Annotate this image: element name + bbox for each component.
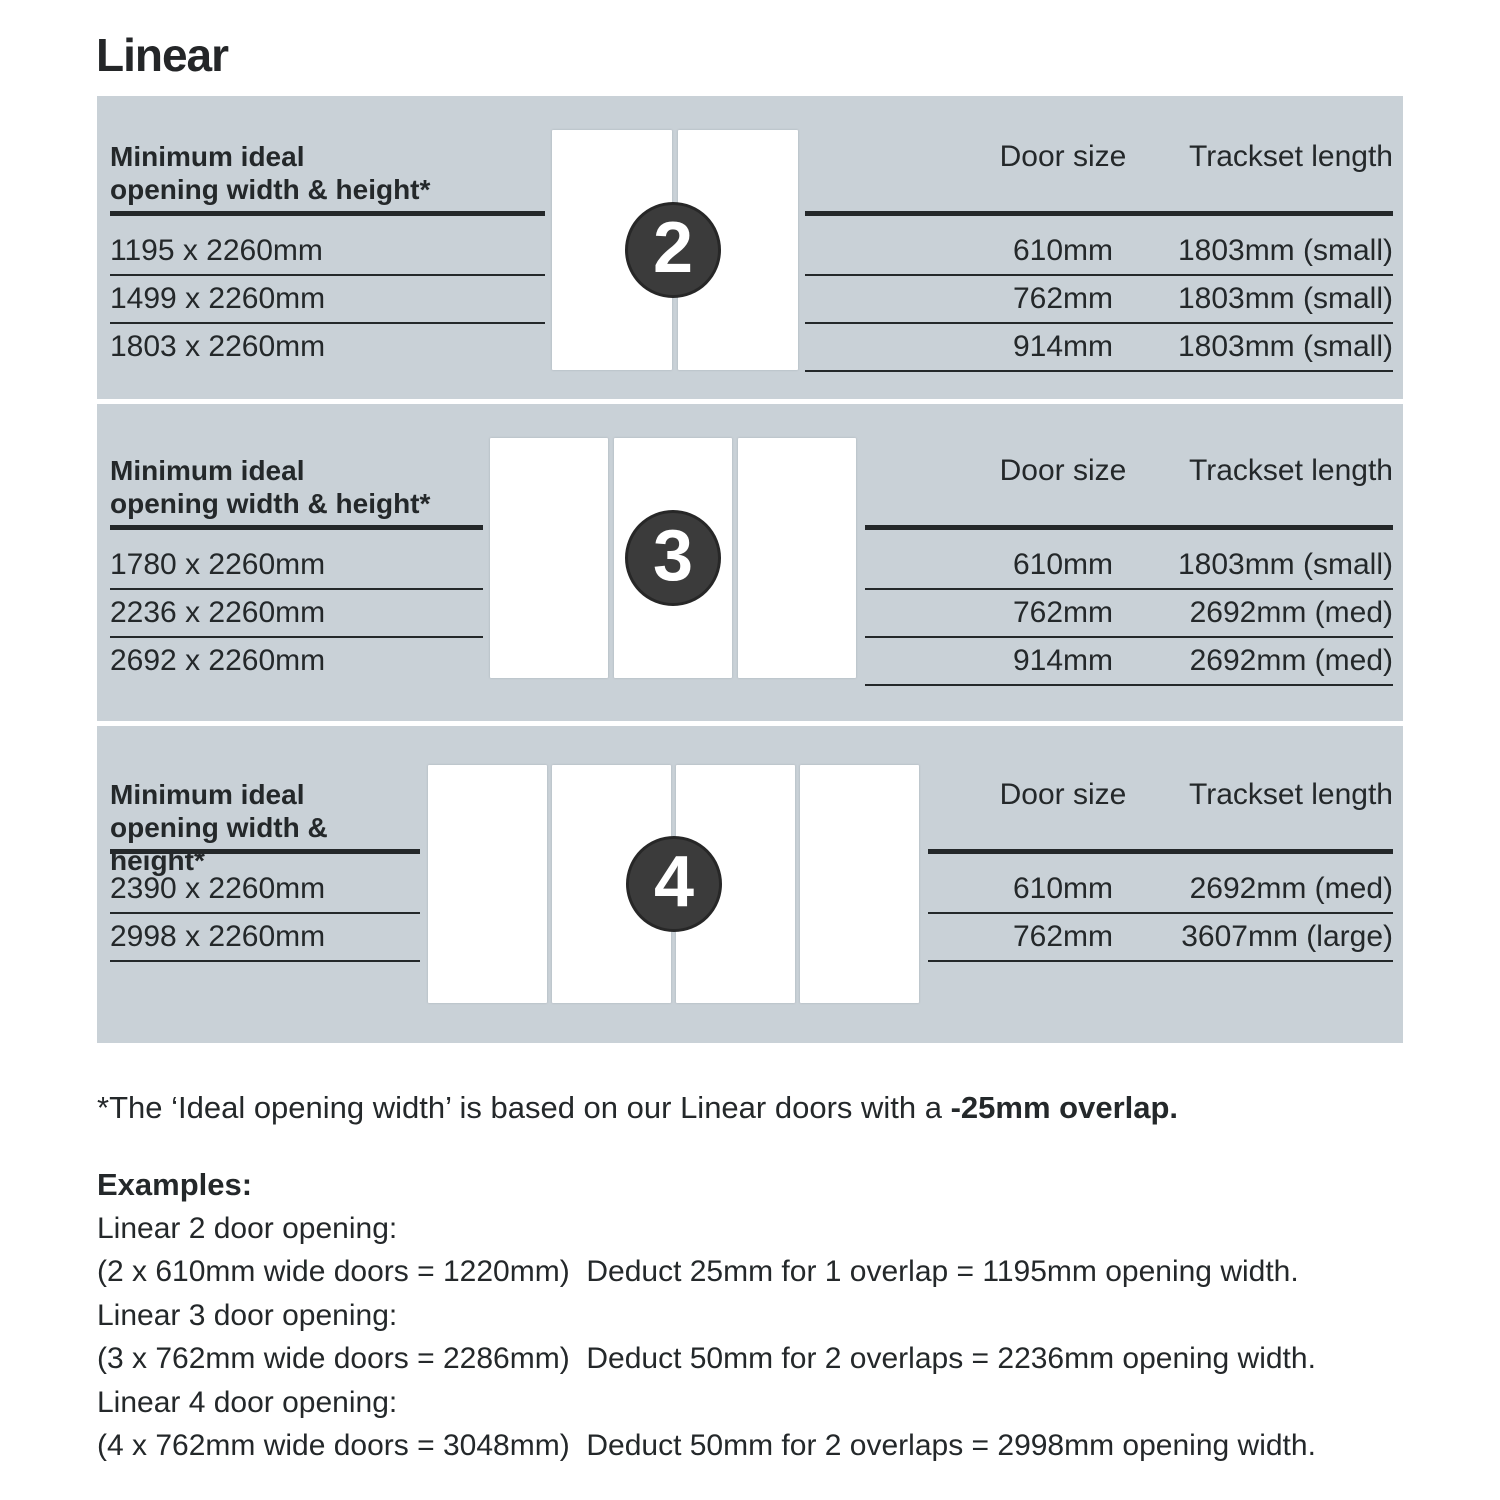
opening-header-line2: opening width & height* — [110, 812, 328, 876]
trackset-value: 2692mm (med) — [1189, 644, 1393, 677]
door-count-badge-2 — [625, 202, 721, 298]
door-size-value: 762mm — [1012, 920, 1114, 953]
section-divider — [97, 721, 1403, 726]
footnote — [97, 1090, 1178, 1126]
size-row — [805, 276, 1393, 324]
header-rule — [865, 525, 1393, 530]
trackset-value: 3607mm (large) — [1181, 920, 1393, 953]
opening-table-2door — [110, 140, 545, 370]
opening-header-line1: Minimum ideal — [110, 455, 305, 486]
door-size-column-header: Door size — [999, 778, 1127, 811]
size-rows — [865, 542, 1393, 686]
door-size-value: 610mm — [1012, 548, 1114, 581]
trackset-value: 1803mm (small) — [1177, 330, 1393, 363]
size-table-header — [928, 778, 1393, 844]
opening-header-line2: opening width & height* — [110, 174, 431, 205]
size-table-4door — [928, 778, 1393, 962]
trackset-value: 1803mm (small) — [1177, 234, 1393, 267]
size-table-header — [805, 140, 1393, 206]
size-row — [928, 914, 1393, 962]
sizing-panel — [97, 96, 1403, 1043]
opening-table-header — [110, 778, 420, 876]
opening-row: 2236 x 2260mm — [110, 590, 483, 638]
example-line: (4 x 762mm wide doors = 3048mm) Deduct 50mm for 2 overlaps = 2998mm opening width. — [97, 1429, 1316, 1462]
trackset-column-header: Trackset length — [1189, 454, 1393, 487]
section-divider — [97, 399, 1403, 404]
size-table-header — [865, 454, 1393, 520]
opening-row: 2998 x 2260mm — [110, 914, 420, 962]
size-rows — [928, 866, 1393, 962]
opening-row: 1499 x 2260mm — [110, 276, 545, 324]
opening-row: 1803 x 2260mm — [110, 330, 326, 363]
trackset-column-header: Trackset length — [1189, 140, 1393, 173]
size-row — [865, 542, 1393, 590]
header-rule — [805, 211, 1393, 216]
size-table-2door — [805, 140, 1393, 372]
opening-header-line2: opening width & height* — [110, 488, 431, 519]
opening-rows — [110, 866, 420, 962]
opening-table-header — [110, 140, 545, 206]
door-panel — [490, 438, 608, 678]
opening-row: 2390 x 2260mm — [110, 866, 420, 914]
opening-table-4door — [110, 778, 420, 962]
door-size-value: 914mm — [1012, 330, 1114, 363]
size-table-3door — [865, 454, 1393, 686]
door-size-column-header: Door size — [999, 140, 1127, 173]
door-panel — [800, 765, 919, 1003]
header-rule — [928, 849, 1393, 854]
trackset-column-header: Trackset length — [1189, 778, 1393, 811]
opening-rows — [110, 542, 483, 684]
size-row — [865, 590, 1393, 638]
door-size-value: 914mm — [1012, 644, 1114, 677]
example-line: Linear 2 door opening: — [97, 1211, 398, 1245]
opening-row: 1195 x 2260mm — [110, 228, 545, 276]
badge-number: 3 — [652, 516, 694, 596]
example-line: Linear 4 door opening: — [97, 1385, 398, 1419]
door-size-value: 610mm — [1012, 872, 1114, 905]
door-size-value: 762mm — [1012, 596, 1114, 629]
header-rule — [110, 525, 483, 530]
footnote-text: *The ‘Ideal opening width’ is based on our Linear doors with a — [97, 1090, 951, 1125]
size-row — [865, 638, 1393, 686]
size-row — [805, 228, 1393, 276]
trackset-value: 1803mm (small) — [1177, 282, 1393, 315]
opening-table-3door — [110, 454, 483, 684]
trackset-value: 2692mm (med) — [1189, 872, 1393, 905]
opening-row: 2692 x 2260mm — [110, 644, 326, 677]
door-size-value: 762mm — [1012, 282, 1114, 315]
opening-header-line1: Minimum ideal — [110, 779, 305, 810]
size-row — [805, 324, 1393, 372]
size-row — [928, 866, 1393, 914]
examples-heading: Examples: — [97, 1167, 253, 1202]
opening-header-line1: Minimum ideal — [110, 141, 305, 172]
opening-row: 1780 x 2260mm — [110, 542, 483, 590]
examples-block — [97, 1163, 1316, 1468]
size-rows — [805, 228, 1393, 372]
trackset-value: 1803mm (small) — [1177, 548, 1393, 581]
trackset-value: 2692mm (med) — [1189, 596, 1393, 629]
door-count-badge-4 — [626, 836, 722, 932]
footnote-bold-text: -25mm overlap. — [950, 1090, 1179, 1125]
badge-number: 4 — [653, 842, 695, 922]
door-count-badge-3 — [625, 510, 721, 606]
example-line: (2 x 610mm wide doors = 1220mm) Deduct 25mm for 1 overlap = 1195mm opening width. — [97, 1255, 1299, 1288]
door-panel — [428, 765, 547, 1003]
door-panel — [738, 438, 856, 678]
header-rule — [110, 211, 545, 216]
door-size-column-header: Door size — [999, 454, 1127, 487]
example-line: Linear 3 door opening: — [97, 1298, 398, 1332]
example-line: (3 x 762mm wide doors = 2286mm) Deduct 50mm for 2 overlaps = 2236mm opening width. — [97, 1342, 1316, 1375]
opening-table-header — [110, 454, 483, 520]
page-title: Linear — [96, 29, 229, 81]
opening-rows — [110, 228, 545, 370]
door-size-value: 610mm — [1012, 234, 1114, 267]
badge-number: 2 — [652, 208, 694, 288]
